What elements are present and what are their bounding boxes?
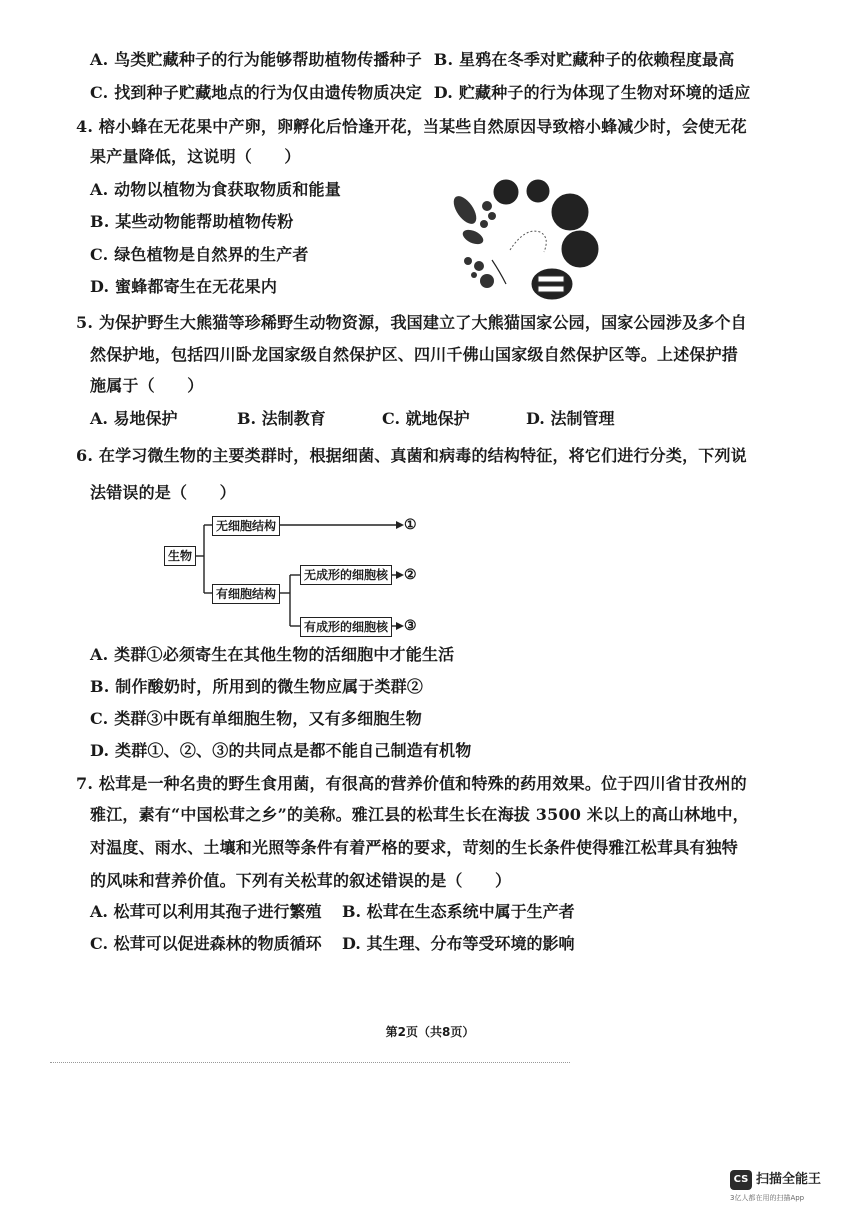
q7-option-d: D. 其生理、分布等受环境的影响 xyxy=(342,934,575,953)
q4-option-c: C. 绿色植物是自然界的生产者 xyxy=(90,245,309,264)
diagram-no-nucleus-box: 无成形的细胞核 xyxy=(300,565,392,585)
q7-stem-line-2: 雅江，素有“中国松茸之乡”的美称。雅江县的松茸生长在海拔 3500 米以上的高山林地中， xyxy=(90,805,749,824)
q3-option-d: D. 贮藏种子的行为体现了生物对环境的适应 xyxy=(433,83,751,102)
q5-option-b: B. 法制教育 xyxy=(237,409,326,428)
scanner-logo: CS xyxy=(730,1170,752,1190)
q7-option-a: A. 松茸可以利用其孢子进行繁殖 xyxy=(90,902,322,921)
diagram-label-1: ① xyxy=(404,517,417,533)
q6-stem-line-1: 6. 在学习微生物的主要类群时，根据细菌、真菌和病毒的结构特征，将它们进行分类，下列说 xyxy=(76,446,747,465)
q7-stem-line-3: 对温度、雨水、土壤和光照等条件有着严格的要求，苛刻的生长条件使得雅江松茸具有独特 xyxy=(90,838,739,857)
diagram-has-cell-box: 有细胞结构 xyxy=(212,584,280,604)
diagram-no-cell-box: 无细胞结构 xyxy=(212,516,280,536)
page-number: 第2页（共8页） xyxy=(385,1025,475,1039)
q5-option-a: A. 易地保护 xyxy=(90,409,178,428)
q7-stem-line-4: 的风味和营养价值。下列有关松茸的叙述错误的是（ ） xyxy=(90,871,512,890)
scanner-brand-name: 扫描全能王 xyxy=(756,1172,822,1187)
q6-option-d: D. 类群①、②、③的共同点是都不能自己制造有机物 xyxy=(90,741,472,760)
q4-stem-line-2: 果产量降低，这说明（ ） xyxy=(90,147,301,166)
q7-stem-line-1: 7. 松茸是一种名贵的野生食用菌，有很高的营养价值和特殊的药用效果。位于四川省甘孜州的 xyxy=(76,774,747,793)
q3-option-a: A. 鸟类贮藏种子的行为能够帮助植物传播种子 xyxy=(90,50,422,69)
q5-stem-line-1: 5. 为保护野生大熊猫等珍稀野生动物资源，我国建立了大熊猫国家公园，国家公园涉及多个自 xyxy=(76,313,747,332)
q7-option-c: C. 松茸可以促进森林的物质循环 xyxy=(90,934,322,953)
q6-option-a: A. 类群①必须寄生在其他生物的活细胞中才能生活 xyxy=(90,645,455,664)
scanner-watermark xyxy=(730,1170,840,1206)
q6-option-b: B. 制作酸奶时，所用到的微生物应属于类群② xyxy=(90,677,424,696)
q4-stem-line-1: 4. 榕小蜂在无花果中产卵，卵孵化后恰逢开花，当某些自然原因导致榕小蜂减少时，会使无花 xyxy=(76,117,747,136)
diagram-root-box: 生物 xyxy=(164,546,196,566)
q6-stem-line-2: 法错误的是（ ） xyxy=(90,483,236,502)
diagram-has-nucleus-box: 有成形的细胞核 xyxy=(300,617,392,637)
q5-option-c: C. 就地保护 xyxy=(382,409,470,428)
diagram-label-3: ③ xyxy=(404,618,417,634)
q4-option-b: B. 某些动物能帮助植物传粉 xyxy=(90,212,294,231)
q3-option-b: B. 星鸦在冬季对贮藏种子的依赖程度最高 xyxy=(433,50,735,69)
q4-option-d: D. 蜜蜂都寄生在无花果内 xyxy=(90,277,278,296)
q3-option-c: C. 找到种子贮藏地点的行为仅由遗传物质决定 xyxy=(90,83,422,102)
q6-option-c: C. 类群③中既有单细胞生物，又有多细胞生物 xyxy=(90,709,422,728)
q5-option-d: D. 法制管理 xyxy=(526,409,615,428)
q5-stem-line-3: 施属于（ ） xyxy=(90,376,204,395)
scanner-tagline: 3亿人都在用的扫描App xyxy=(730,1194,805,1202)
q7-option-b: B. 松茸在生态系统中属于生产者 xyxy=(342,902,575,921)
diagram-label-2: ② xyxy=(404,567,417,583)
q5-stem-line-2: 然保护地，包括四川卧龙国家级自然保护区、四川千佛山国家级自然保护区等。上述保护措 xyxy=(90,345,739,364)
q4-option-a: A. 动物以植物为食获取物质和能量 xyxy=(90,180,341,199)
cut-line-divider xyxy=(50,1062,570,1063)
